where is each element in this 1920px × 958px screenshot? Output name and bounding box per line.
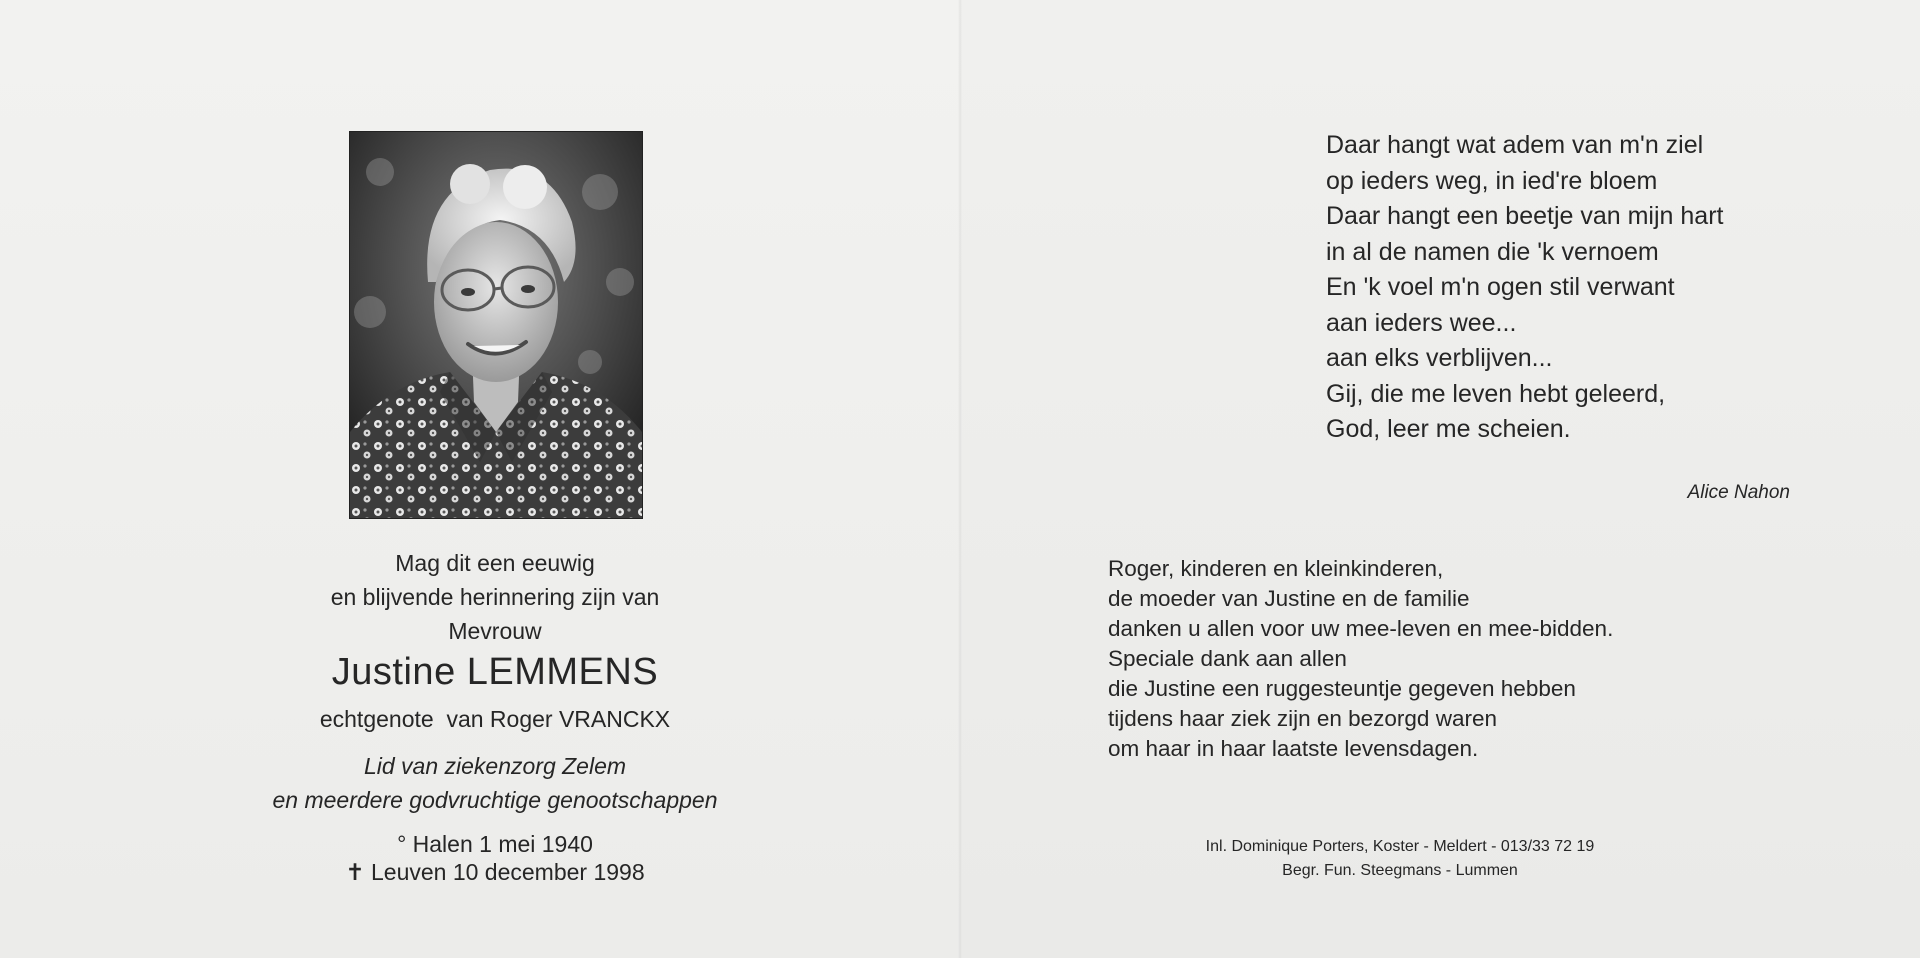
poem-line: En 'k voel m'n ogen stil verwant xyxy=(1326,273,1675,301)
poem-line: in al de namen die 'k vernoem xyxy=(1326,237,1659,266)
death-line: ✝ Leuven 10 december 1998 xyxy=(345,859,645,885)
thanks-line: Roger, kinderen en kleinkinderen, xyxy=(1108,556,1444,581)
funeral-home-line: Begr. Fun. Steegmans - Lummen xyxy=(1282,862,1518,879)
deceased-name: Justine LEMMENS xyxy=(331,651,659,693)
portrait-illustration xyxy=(350,132,642,518)
thanks-line: de moeder van Justine en de familie xyxy=(1108,586,1470,611)
poem-line: Daar hangt wat adem van m'n ziel xyxy=(1326,131,1704,159)
poem-author: Alice Nahon xyxy=(1687,482,1790,503)
thanks-message xyxy=(1108,554,1808,764)
birth-line: ° Halen 1 mei 1940 xyxy=(397,831,593,857)
intro-line-1: Mag dit een eeuwig xyxy=(395,550,595,576)
thanks-line: om haar in haar laatste levensdagen. xyxy=(1108,736,1479,761)
poem-line: Gij, die me leven hebt geleerd, xyxy=(1326,379,1666,408)
thanks-line: Speciale dank aan allen xyxy=(1108,646,1347,671)
membership-line-1: Lid van ziekenzorg Zelem xyxy=(363,753,627,779)
thanks-line: die Justine een ruggesteuntje gegeven hebben xyxy=(1108,676,1576,701)
membership-line-2: en meerdere godvruchtige genootschappen xyxy=(272,787,718,813)
poem-line: God, leer me scheien. xyxy=(1326,415,1571,443)
poem xyxy=(1326,128,1846,448)
printer-line: Inl. Dominique Porters, Koster - Meldert - 013/33 72 19 xyxy=(1205,838,1595,855)
portrait-photo xyxy=(350,132,642,518)
thanks-line: danken u allen voor uw mee-leven en mee-bidden. xyxy=(1108,616,1614,641)
intro-line-2: en blijvende herinnering zijn van xyxy=(330,584,660,610)
poem-line: op ieders weg, in ied're bloem xyxy=(1326,166,1658,195)
poem-line: aan elks verblijven... xyxy=(1326,344,1553,372)
spouse-line: echtgenote van Roger VRANCKX xyxy=(319,706,671,732)
poem-line: Daar hangt een beetje van mijn hart xyxy=(1326,202,1724,230)
honorific-title: Mevrouw xyxy=(448,618,542,644)
poem-line: aan ieders wee... xyxy=(1326,308,1517,337)
card-fold xyxy=(958,0,962,958)
thanks-line: tijdens haar ziek zijn en bezorgd waren xyxy=(1108,706,1497,731)
printer-info xyxy=(1120,835,1680,883)
